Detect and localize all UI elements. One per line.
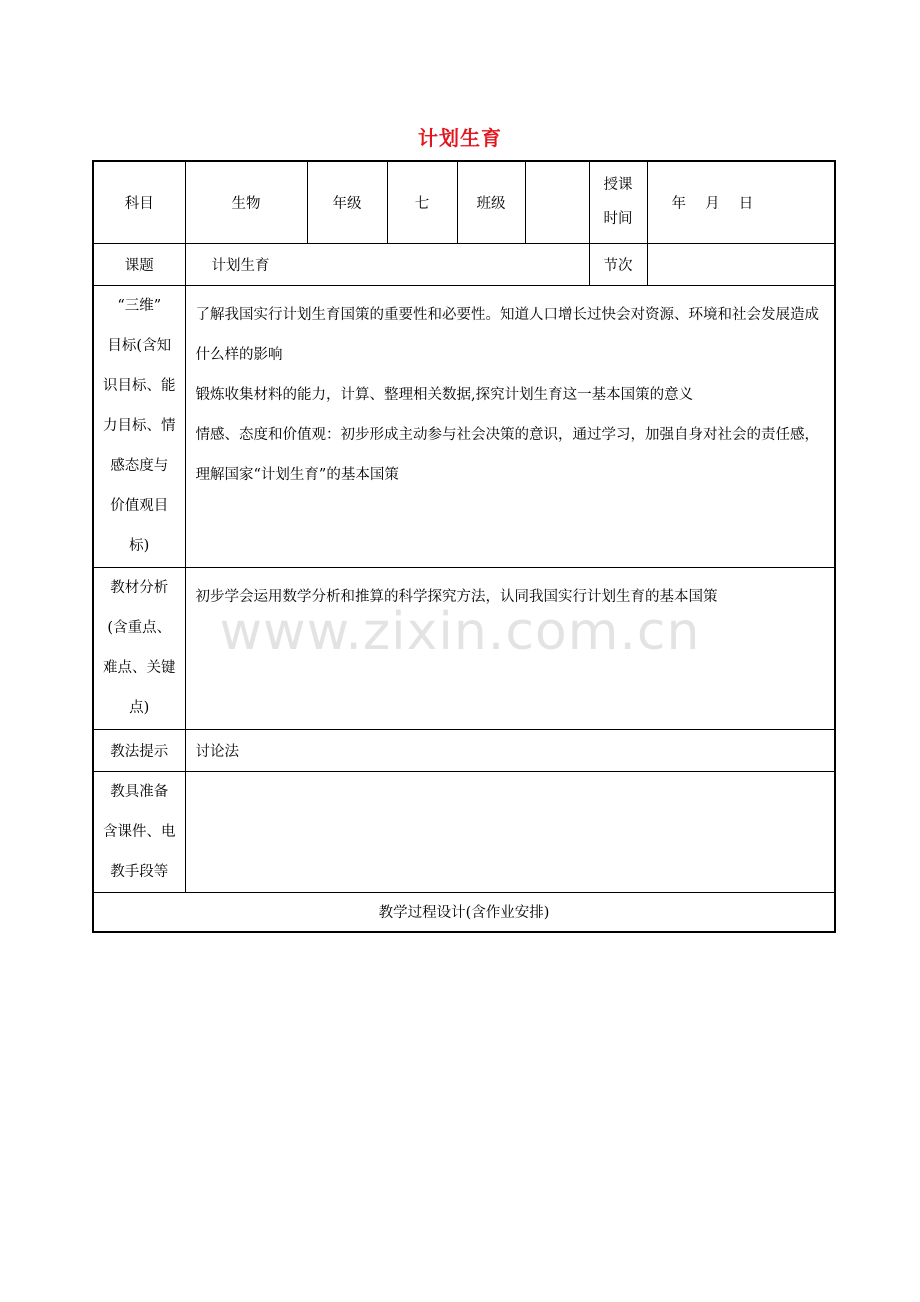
tools-label-line: 教手段等: [110, 863, 169, 880]
analysis-label-line: 难点、关键: [103, 660, 176, 676]
tools-row: [93, 771, 835, 892]
analysis-content: 初步学会运用数学分析和推算的科学探究方法，认同我国实行计划生育的基本国策: [185, 567, 835, 729]
grade-value: 七: [387, 161, 457, 243]
tools-label-line: 教具准备: [110, 783, 169, 800]
goals-row: [93, 285, 835, 567]
tools-label-line: 含课件、电: [103, 823, 176, 840]
subject-value: 生物: [185, 161, 307, 243]
grade-label: 年级: [307, 161, 387, 243]
attitude-goal: 情感、态度和价值观：初步形成主动参与社会决策的意识，通过学习，加强自身对社会的责任感，理解国家“计划生育”的基本国策: [195, 426, 819, 483]
ability-goal: 锻炼收集材料的能力，计算、整理相关数据,探究计划生育这一基本国策的意义: [195, 386, 694, 403]
goals-label-line: 力目标、情: [103, 418, 176, 434]
process-label: 教学过程设计(含作业安排): [93, 892, 835, 932]
tools-value: [185, 771, 835, 892]
process-row: [93, 892, 835, 932]
topic-label: 课题: [93, 243, 185, 285]
analysis-label-line: 教材分析: [110, 580, 169, 596]
goals-label-line: 识目标、能: [103, 378, 176, 394]
goals-label-line: 标): [129, 538, 150, 554]
method-label: 教法提示: [93, 729, 185, 771]
goals-label-line: “三维”: [117, 298, 162, 314]
class-value: [525, 161, 589, 243]
goals-label-line: 感态度与: [110, 458, 169, 474]
tools-label: [93, 771, 185, 892]
goals-label: [93, 285, 185, 567]
analysis-row: [93, 567, 835, 729]
goals-label-line: 价值观目: [110, 498, 169, 514]
goals-content: [185, 285, 835, 567]
lesson-plan-table: [92, 160, 836, 933]
watermark: www.zixin.com.cn: [219, 602, 701, 662]
analysis-label-line: (含重点、: [107, 620, 172, 636]
class-label: 班级: [457, 161, 525, 243]
period-label: 节次: [589, 243, 647, 285]
page-title: 计划生育: [418, 126, 502, 150]
teaching-time-label-line1: 授课: [603, 177, 633, 194]
period-value: [647, 243, 835, 285]
date-value: 年 月 日: [647, 161, 835, 243]
analysis-label-line: 点): [129, 700, 150, 716]
header-row: [93, 161, 835, 243]
method-row: [93, 729, 835, 771]
topic-value: 计划生育: [185, 243, 589, 285]
analysis-label: [93, 567, 185, 729]
teaching-time-label: [589, 161, 647, 243]
topic-row: [93, 243, 835, 285]
teaching-time-label-line2: 时间: [603, 211, 633, 228]
goals-label-line: 目标(含知: [107, 338, 172, 354]
knowledge-goal: 了解我国实行计划生育国策的重要性和必要性。知道人口增长过快会对资源、环境和社会发展造成什么样的影响: [195, 306, 819, 363]
subject-label: 科目: [93, 161, 185, 243]
method-value: 讨论法: [185, 729, 835, 771]
